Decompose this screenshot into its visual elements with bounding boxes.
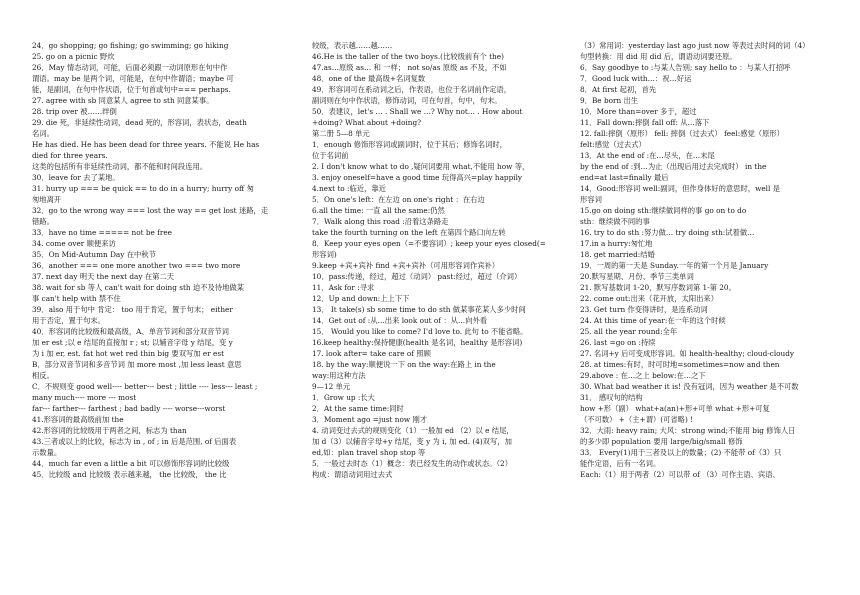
text-line: 4.next to :临近，靠近 — [312, 184, 386, 193]
text-line: 26. last =go on :持续 — [580, 338, 656, 347]
text-line: died for three years. — [32, 151, 108, 160]
text-line: 22. come out:出来（花开放，太阳出来） — [580, 294, 719, 303]
text-line: 47.as…原级 as… 和 一样； not so/as 原级 as 不及，不如 — [312, 63, 507, 72]
text-line: 加 d（3）以辅音字母+y 结尾，变 y 为 i, 加 ed. (4)双写，加 — [312, 437, 512, 446]
text-line: 匆地离开 — [32, 195, 62, 204]
text-line: 谓语。may be 是两个词，可能是，在句中作谓语；maybe 可 — [32, 74, 234, 83]
text-line: 27. 名词+y 后可变成形容词。如 health-healthy; cloud-cloudy — [580, 349, 795, 358]
text-line: 13． It take(s) sb some time to do sth 做某事花某人多少时间 — [312, 305, 526, 314]
text-line: 5．On one's left：在左边 on one's right ：在右边 — [312, 195, 485, 204]
text-line: 12．Up and down:上上下下 — [312, 294, 410, 303]
text-line: 45．比较级 and 比较级 表示越来越， the 比较级， the 比 — [32, 470, 227, 479]
text-line: 句型转换：用 did 用 did 后，谓语动词要还原。 — [580, 52, 737, 61]
text-line: 5．一般过去时态（1）概念：表已经发生的动作或状态。（2） — [312, 459, 512, 468]
text-line: 11．Ask for :寻求 — [312, 283, 375, 292]
text-line: 错路。 — [32, 217, 54, 226]
text-line: 9.keep +宾+宾补 find +宾+宾补（可用形容词作宾补） — [312, 261, 500, 270]
text-line: 能作定语，后有一名词。 — [580, 459, 661, 468]
text-line: 20.默写星期、月份、季节三类单词 — [580, 272, 694, 281]
text-line: 形容词 — [580, 195, 602, 204]
column-middle — [312, 40, 567, 591]
text-line: far--- farther--- farthest ; bad badly ---- worse---worst — [32, 404, 226, 413]
text-line: 18. by the way:顺便说一下 on the way:在路上 in the — [312, 360, 496, 369]
text-line: He has died. He has been dead for three years. 不能说 He has — [32, 140, 260, 149]
text-line: way:用这种方法 — [312, 371, 366, 380]
text-line: 15.go on doing sth:继续做同样的事 go on to do — [580, 206, 747, 215]
text-line: 41.形容词的最高级前加 the — [32, 415, 124, 424]
text-line: ed,如：plan travel shop stop 等 — [312, 448, 426, 457]
text-line: 35．On Mid-Autumn Day 在中秋节 — [32, 250, 156, 259]
text-line: 31. hurry up === be quick == to do in a hurry; hurry off 匆 — [32, 184, 254, 193]
text-line: +doing? What about +doing? — [312, 118, 422, 127]
text-line: many much---- more --- most — [32, 393, 137, 402]
text-line: 第二册 5—8 单元 — [312, 129, 370, 138]
text-line: 10．More than=over 多于，超过 — [580, 107, 697, 116]
text-line: 48．one of the 最高级+名词复数 — [312, 74, 426, 83]
text-line: 32．大雨: heavy rain; 大风：strong wind;不能用 big 修饰人日 — [580, 426, 796, 435]
text-line: （不可数） +（主+谓）(可省略) ! — [580, 415, 694, 424]
text-line: 25. all the year round:全年 — [580, 327, 678, 336]
text-line: felt:感觉（过去式） — [580, 140, 646, 149]
text-line: 21. 默写基数词 1-20，默写序数词第 1-第 20。 — [580, 283, 736, 292]
text-line: 名词。 — [32, 129, 54, 138]
text-line: 这类的包括所有非延续性动词，都不能和时间段连用。 — [32, 162, 208, 171]
text-line: 示数量。 — [32, 448, 62, 457]
text-line: 25. go on a picnic 野炊 — [32, 52, 115, 61]
text-line: 3. enjoy oneself=have a good time 玩得高兴=play happily — [312, 173, 523, 182]
text-line: 49．形容词可在系动词之后，作表语，也位于名词前作定语， — [312, 85, 512, 94]
text-line: 24. At this time of year:在一年的这个时候 — [580, 316, 726, 325]
text-line: 9—12 单元 — [312, 382, 351, 391]
text-line: 19．一周的第一天是 Sunday.一年的第一个月是 January — [580, 261, 769, 270]
text-line: 14．Good:形容词 well:副词，但作身体好的意思时，well 是 — [580, 184, 780, 193]
text-line: 3．Moment ago =just now 刚才 — [312, 415, 428, 424]
text-line: 37. next day 明天 the next day 在第二天 — [32, 272, 174, 281]
text-line: 1．Grow up :长大 — [312, 393, 375, 402]
text-line: 16. try to do sth :努力做… try doing sth:试着做… — [580, 228, 755, 237]
text-line: 12. fall:摔倒（原形） fell: 摔倒（过去式） feel:感觉（原形） — [580, 129, 784, 138]
text-line: 29.above : 在…之上 below:在…之下 — [580, 371, 706, 380]
text-line: 42.形容词的比较级用于两者之间，标志为 than — [32, 426, 187, 435]
text-line: 事 can't help with 禁不住 — [32, 294, 121, 303]
text-line: 形容词) — [312, 250, 337, 259]
text-line: sth：继续做不同的事 — [580, 217, 650, 226]
text-line: 17.in a hurry:匆忙地 — [580, 239, 653, 248]
text-line: 16.keep healthy:保持健康(health 是名词，healthy 是形容词) — [312, 338, 523, 347]
text-line: 18. get married:结婚 — [580, 250, 655, 259]
text-line: 6.all the time: 一直 all the same:仍然 — [312, 206, 445, 215]
text-line: 24．go shopping; go fishing; go swimming; go hiking — [32, 41, 229, 50]
text-line: by the end of :到…为止（出现后用过去完成时） in the — [580, 162, 767, 171]
text-line: 44．much far even a little a bit 可以修饰形容词的比较级 — [32, 459, 230, 468]
text-line: 10．pass:传递，经过，超过（动词） past:经过，超过（介词） — [312, 272, 522, 281]
text-line: 用于否定，置于句末。 — [32, 316, 105, 325]
text-line: 2. I don't know what to do ,疑问词要用 what,不能用 how 等， — [312, 162, 530, 171]
text-line: 28. trip over 被……绊倒 — [32, 107, 117, 116]
text-line: 8．Keep your eyes open（=不要容词）; keep your eyes closed(= — [312, 239, 546, 248]
text-line: 9．Be born 出生 — [580, 96, 639, 105]
text-line: Each:（1）用于两者（2）可以带 of （3）可作主语、宾语、 — [580, 470, 780, 479]
text-line: 30. What bad weather it is! 没有冠词，因为 weather 是不可数 — [580, 382, 799, 391]
text-line: 33． Every(1)用于三者及以上的数量；(2) 不能带 of（3）只 — [580, 448, 782, 457]
text-line: 相反。 — [32, 371, 54, 380]
text-line: （3）常用词：yesterday last ago just now 等表过去时间的词（4） — [580, 41, 810, 50]
text-line: 29. die 死，非延续性动词，dead 死的，形容词，表状态，death — [32, 118, 247, 127]
column-right — [580, 40, 850, 591]
text-line: 14．Get out of :从…出来 look out of ：从…向外看 — [312, 316, 488, 325]
text-line: 23. Get turn 作变得讲时，是连系动词 — [580, 305, 708, 314]
text-line: 副词则在句中作状语，修饰动词，可在句首，句中，句末。 — [312, 96, 502, 105]
text-line: 26．May 情态动词，可能，后面必须跟一动词原形在句中作 — [32, 63, 228, 72]
text-line: B．部分双音节词和多音节词 加 more most ,加 less least 意思 — [32, 360, 242, 369]
text-line: 15． Would you like to come? I'd love to. 此句 to 不能省略。 — [312, 327, 528, 336]
text-line: 46.He is the taller of the two boys.(比较级前有个 the) — [312, 52, 504, 61]
text-line: 50．表建议，let's … . Shall we …? Why not… . How about — [312, 107, 523, 116]
text-line: 6．Say goodbye to :与某人告别; say hello to ：与某人打招呼 — [580, 63, 791, 72]
text-line: 13．At the end of :在…尽头，在…末尾 — [580, 151, 715, 160]
text-line: 31． 感叹句的结构 — [580, 393, 643, 402]
text-line: 27. agree with sb 同意某人 agree to sth 同意某事。 — [32, 96, 214, 105]
text-line: 30．leave for 去了某地。 — [32, 173, 120, 182]
text-line: 36．another === one more another two === two more — [32, 261, 241, 270]
text-line: 39．also 用于句中 肯定： too 用于肯定，置于句末； either — [32, 305, 233, 314]
text-line: 28. at times:有时，时可时地=sometimes=now and then — [580, 360, 780, 369]
text-line: 43.三者或以上的比较，标志为 in , of ; in 后是范围, of 后面表 — [32, 437, 237, 446]
text-line: 33．have no time ===== not be free — [32, 228, 172, 237]
text-line: 7．Walk along this road :沿着这条路走 — [312, 217, 449, 226]
text-line: 40．形容词的比较级和最高级，A、单音节词和部分双音节词 — [32, 327, 229, 336]
text-line: how +形（副） what+a(an)+形+可单 what +形+可复 — [580, 404, 770, 413]
text-line: 1．enough 修饰形容词或副词时，位于其后；修饰名词时， — [312, 140, 507, 149]
text-line: take the fourth turning on the left 在第四个路口向左转 — [312, 228, 506, 237]
text-line: 17. look after= take care of 照顾 — [312, 349, 431, 358]
text-line: 11．Fall down:摔倒 fall off: 从…落下 — [580, 118, 710, 127]
text-line: 34. come over 顺便来访 — [32, 239, 116, 248]
text-line: 为 i 加 er, est. fat hot wet red thin big 要双写加 er est — [32, 349, 225, 358]
column-left — [32, 40, 297, 591]
text-line: 38. wait for sb 等人 can't wait for doing sth 迫不及待地做某 — [32, 283, 244, 292]
text-line: 构成：谓语动词用过去式 — [312, 470, 393, 479]
text-line: 位于名词前 — [312, 151, 349, 160]
text-line: end=at last=finally 最后 — [580, 173, 669, 182]
text-line: 的多少即 population 要用 large/big/small 修饰 — [580, 437, 743, 446]
text-line: C．不规则变 good well---- better--- best ; little ---- less--- least ; — [32, 382, 258, 391]
text-line: 4. 动词变过去式的规则变化（1）一般加 ed （2）以 e 结尾， — [312, 426, 514, 435]
text-line: 7．Good luck with…：祝…好运 — [580, 74, 692, 83]
text-line: 32．go to the wrong way === lost the way == get lost 迷路，走 — [32, 206, 269, 215]
text-line: 加 er est ;以 e 结尾的直接加 r ; st; 以辅音字母 y 结尾，变 y — [32, 338, 233, 347]
text-line: 能，是副词，在句中作状语，位于句首或句中=== perhaps. — [32, 85, 231, 94]
text-line: 2．At the same time:同时 — [312, 404, 404, 413]
text-line: 8．At first 起初，首先 — [580, 85, 657, 94]
text-line: 较级，表示越……越…… — [312, 41, 393, 50]
